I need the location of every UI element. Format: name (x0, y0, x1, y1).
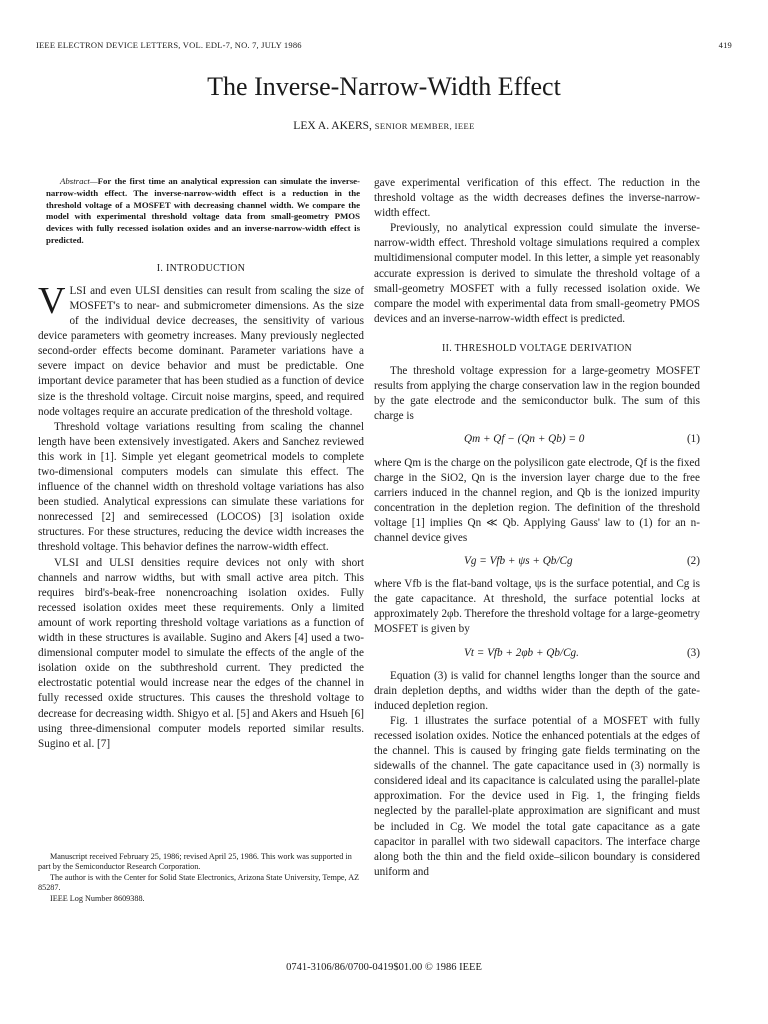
equation-1 (374, 432, 700, 447)
footnote-manuscript: Manuscript received February 25, 1986; revised April 25, 1986. This work was supported in part by the Semiconductor Research Corporation. (38, 852, 352, 872)
author-line (0, 120, 768, 132)
right-paragraph-2: The threshold voltage expression for a large-geometry MOSFET results from applying the charge conservation law in the region bounded by the gate electrode and the semiconductor bulk. The sum of this charge is (374, 365, 700, 423)
right-paragraph-6: Fig. 1 illustrates the surface potential of a MOSFET with fully recessed isolation oxides. Notice the enhanced potentials at the edges of the channel. This is caused by fringing gate fields terminating on the sidewalls of the channel. The gate capacitance used in (3) normally is considered ideal and its capacitance is calculated using the parallel-plate approximation. For the device used in Fig. 1, the fringing fields neglected by the parallel-plate approximation are significant and must be included in Cg. We model the total gate capacitance as a gate capacitor in parallel with two sidewall capacitors. The interface charge along both the thin and the field oxide–silicon boundary is considered uniform and (374, 714, 700, 878)
page-number: 419 (718, 40, 732, 50)
right-paragraph-3: where Qm is the charge on the polysilicon gate electrode, Qf is the fixed charge in the SiO2, Qn is the inversion layer charge due to the free carriers induced in the channel region, and Qb is the ionized impurity concentration in the depletion region. The definition of the threshold voltage [1] implies Qn ≪ Qb. Applying Gauss' law to (1) for an n-channel device gives (374, 456, 700, 544)
equation-3-body: Vt = Vfb + 2φb + Qb/Cg. (464, 646, 579, 659)
copyright-footer: 0741-3106/86/0700-0419$01.00 © 1986 IEEE (286, 962, 482, 973)
intro-paragraph-1-text: LSI and even ULSI densities can result from scaling the size of MOSFET's to near- and submicrometer dimensions. As the size of the individual device decreases, the sensitivity of various device parameters with geometry increases. Many previously neglected second-order effects become dominant. Parameter variations have a severe impact on device behavior and must be predictable. One important device parameter that has been studied as a function of device size is the threshold voltage. Circuit noise margins, speed, and required node voltages require an accurate predication of the threshold voltage. (38, 284, 364, 418)
right-paragraph-4: where Vfb is the flat-band voltage, ψs is the surface potential, and Cg is the gate capacitance. At threshold, the surface potential locks at approximately 2φb. Therefore the threshold voltage for a large-geometry MOSFET is given by (374, 578, 700, 636)
journal-citation: IEEE ELECTRON DEVICE LETTERS, VOL. EDL-7, NO. 7, JULY 1986 (36, 40, 302, 50)
footnote-log-number: IEEE Log Number 8609388. (50, 893, 145, 903)
section-heading-derivation: II. THRESHOLD VOLTAGE DERIVATION (441, 342, 633, 354)
equation-1-number: (1) (686, 433, 700, 446)
right-paragraph-1: Previously, no analytical expression could simulate the inverse-narrow-width effect. Threshold voltage simulations required a complex multidimensional computer model. In this letter, a simple yet reasonably accurate expression is derived to simulate the threshold voltage of a small-geometry MOSFET with a fully recessed isolation oxide. We compare the model with experimental data from small-geometry PMOS devices and an inverse-narrow-width effect is predicted. (374, 222, 700, 325)
author-name: LEX A. AKERS, (293, 120, 372, 132)
equation-2-body: Vg = Vfb + ψs + Qb/Cg (464, 555, 573, 568)
paper-title: The Inverse-Narrow-Width Effect (207, 72, 561, 101)
equation-3-number: (3) (686, 646, 700, 659)
equation-2 (374, 554, 700, 569)
section-heading-introduction: I. INTRODUCTION (156, 262, 246, 274)
footnote-affiliation: The author is with the Center for Solid State Electronics, Arizona State University, Tempe, AZ 85287. (38, 872, 360, 893)
equation-3 (374, 646, 700, 661)
intro-paragraph-3: VLSI and ULSI densities require devices not only with short channels and narrow widths, but with small active area pitch. This requires bird's-beak-free nonencroaching isolation oxides. Fully recessed isolation oxides meet these requirements. Only a limited amount of work reporting threshold voltage variations as a function of width in these structures is available. Sugino and Akers [4] used a two-dimensional computer model to simulate the effects of the angle of the isolation oxide on the subthreshold current. They predicted the electrostatic potential would increase near the edges of the channel in fully recessed oxide structures. This causes the threshold voltage to decrease for decreasing width. Shigyo et al. [5] and Akers and Hsueh [6] using three-dimensional computer models reported similar results. Sugino et al. [7] (38, 556, 364, 750)
dropcap: V (38, 279, 66, 322)
equation-2-number: (2) (686, 555, 700, 568)
abstract-lead: Abstract— (60, 176, 98, 186)
right-paragraph-0: gave experimental verification of this effect. The reduction in the threshold voltage as the width decreases defines the inverse-narrow-width effect. (374, 177, 700, 220)
abstract (46, 176, 360, 247)
intro-paragraph-1 (38, 279, 364, 420)
right-paragraph-5: Equation (3) is valid for channel lengths longer than the source and drain depletion depths, and widths wider than the depth of the gate-induced depletion region. (374, 669, 700, 712)
abstract-text: For the first time an analytical expression can simulate the inverse-narrow-width effect. The inverse-narrow-width effect is a reduction in the threshold voltage of a MOSFET with decreasing channel width. We compare the model with experimental threshold voltage data from small-geometry PMOS devices with fully recessed isolation oxides and an inverse-narrow-width effect is predicted. (46, 176, 360, 245)
right-column (374, 176, 700, 880)
running-header (36, 40, 732, 50)
footnote (38, 852, 364, 904)
author-role: SENIOR MEMBER, IEEE (374, 121, 475, 131)
left-column (38, 176, 364, 752)
intro-paragraph-2: Threshold voltage variations resulting from scaling the channel length have been extensively investigated. Akers and Sanchez reviewed this work in [1]. Simple yet elegant geometrical models to complete two-dimensional computers models can simulate this effect. The influence of the channel width on threshold voltage variations has also been studied. Analytical expressions can simulate these variations for nonrecessed [2] and semirecessed (LOCOS) [3] isolation oxide structures. For these structures, reducing the device width increases the threshold voltage. This behavior defines the narrow-width effect. (38, 420, 364, 554)
equation-1-body: Qm + Qf − (Qn + Qb) = 0 (464, 433, 585, 446)
